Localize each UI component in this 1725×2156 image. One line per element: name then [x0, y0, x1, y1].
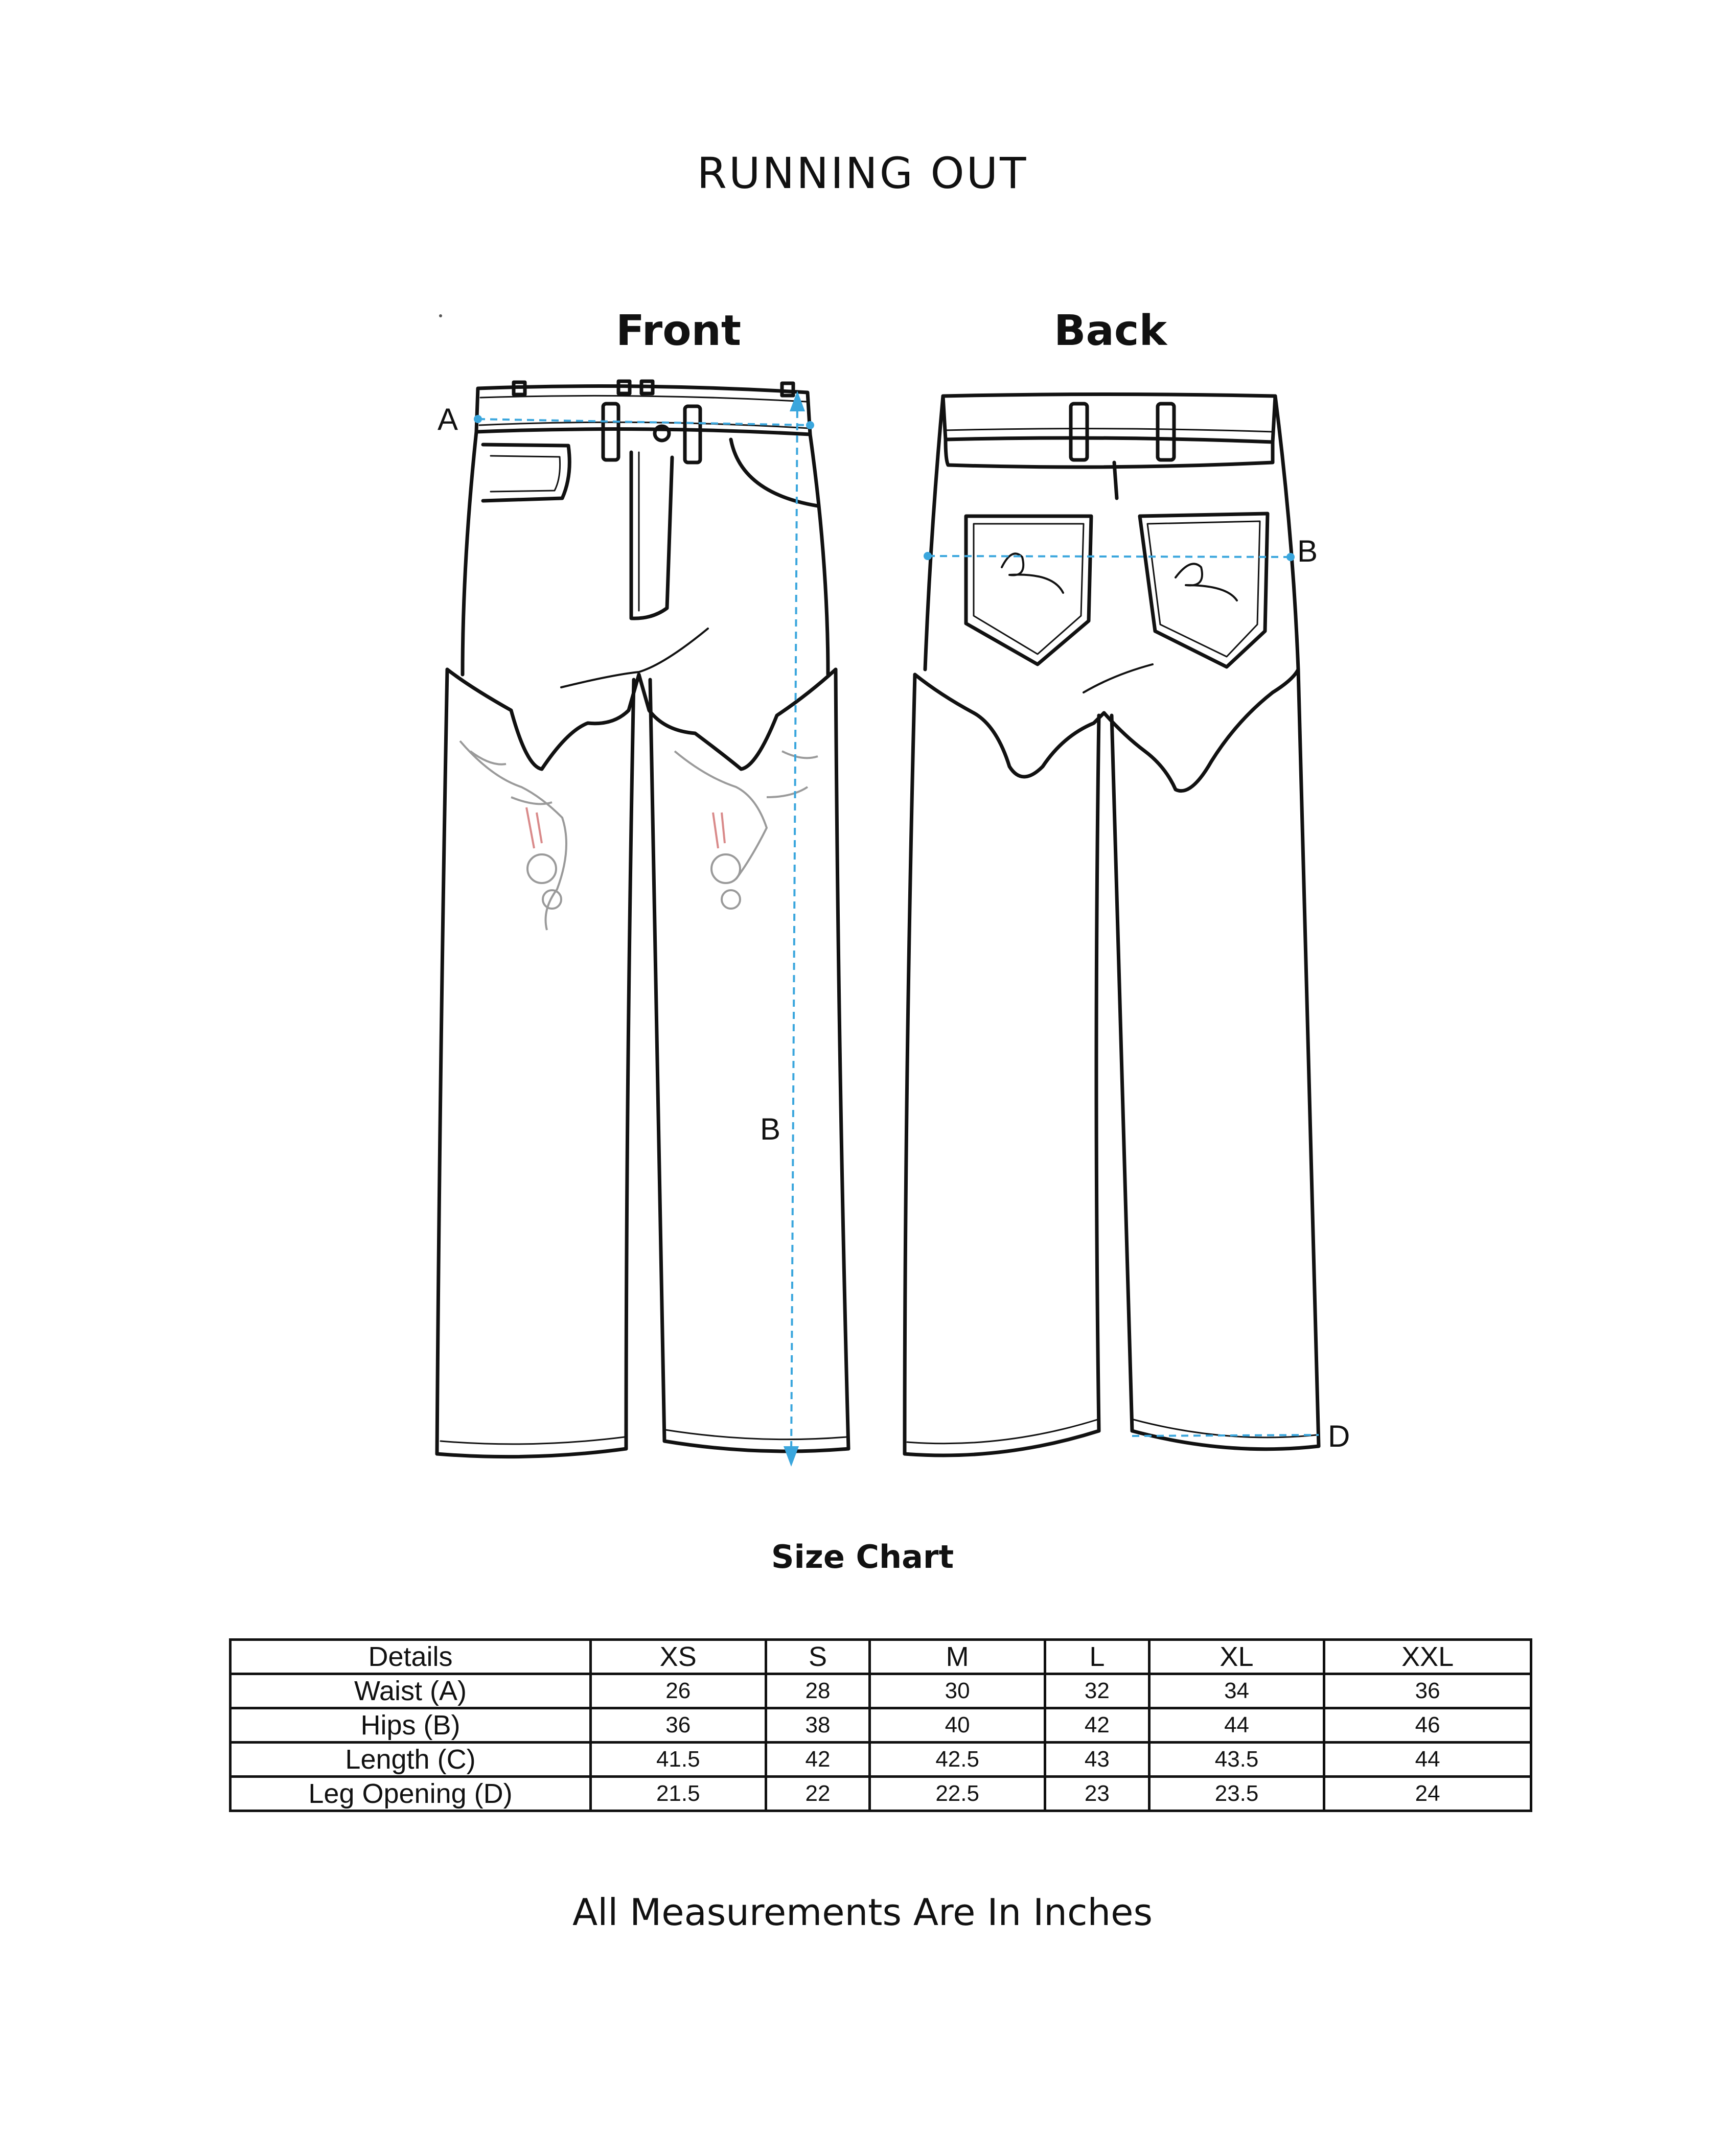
table-cell: 30 [870, 1674, 1045, 1708]
table-cell: 43 [1045, 1743, 1149, 1777]
row-label: Leg Opening (D) [231, 1777, 591, 1811]
size-chart-title: Size Chart [771, 1538, 954, 1575]
header-cell: Details [231, 1640, 591, 1674]
measurement-units-note: All Measurements Are In Inches [572, 1891, 1153, 1934]
table-cell: 46 [1324, 1708, 1531, 1743]
back-measure-lines [928, 556, 1319, 1436]
table-cell: 36 [591, 1708, 766, 1743]
table-cell: 42 [1045, 1708, 1149, 1743]
table-cell: 44 [1149, 1708, 1324, 1743]
table-cell: 40 [870, 1708, 1045, 1743]
row-label: Waist (A) [231, 1674, 591, 1708]
size-chart-table [229, 1638, 1532, 1812]
table-cell: 23.5 [1149, 1777, 1324, 1811]
table-cell: 28 [766, 1674, 870, 1708]
front-embroidery [460, 741, 818, 930]
row-label: Length (C) [231, 1743, 591, 1777]
header-cell: XL [1149, 1640, 1324, 1674]
table-cell: 41.5 [591, 1743, 766, 1777]
front-view-label: Front [616, 307, 742, 355]
table-cell: 21.5 [591, 1777, 766, 1811]
marker-a-label: A [438, 402, 458, 436]
front-measure-lines [478, 399, 810, 1456]
table-cell: 42 [766, 1743, 870, 1777]
front-embroidery-accent [526, 807, 725, 848]
row-label: Hips (B) [231, 1708, 591, 1743]
table-row [231, 1708, 1531, 1743]
table-header-row [231, 1640, 1531, 1674]
table-cell: 22.5 [870, 1777, 1045, 1811]
front-pants-drawing [437, 381, 848, 1457]
back-view-label: Back [1054, 307, 1167, 355]
header-cell: M [870, 1640, 1045, 1674]
table-cell: 36 [1324, 1674, 1531, 1708]
marker-b-back-label: B [1297, 534, 1318, 568]
table-cell: 43.5 [1149, 1743, 1324, 1777]
header-cell: S [766, 1640, 870, 1674]
table-cell: 34 [1149, 1674, 1324, 1708]
table-row [231, 1777, 1531, 1811]
page-title: RUNNING OUT [697, 148, 1028, 198]
marker-d-label: D [1328, 1419, 1350, 1453]
table-cell: 24 [1324, 1777, 1531, 1811]
front-measure-arrows [474, 391, 814, 1467]
stray-dot [439, 314, 442, 317]
back-pants-drawing [905, 395, 1319, 1456]
table-cell: 44 [1324, 1743, 1531, 1777]
table-cell: 42.5 [870, 1743, 1045, 1777]
header-cell: XS [591, 1640, 766, 1674]
table-row [231, 1674, 1531, 1708]
table-row [231, 1743, 1531, 1777]
header-cell: XXL [1324, 1640, 1531, 1674]
table-cell: 38 [766, 1708, 870, 1743]
table-cell: 23 [1045, 1777, 1149, 1811]
table-cell: 22 [766, 1777, 870, 1811]
marker-b-front-label: B [760, 1112, 781, 1146]
header-cell: L [1045, 1640, 1149, 1674]
table-cell: 26 [591, 1674, 766, 1708]
table-cell: 32 [1045, 1674, 1149, 1708]
